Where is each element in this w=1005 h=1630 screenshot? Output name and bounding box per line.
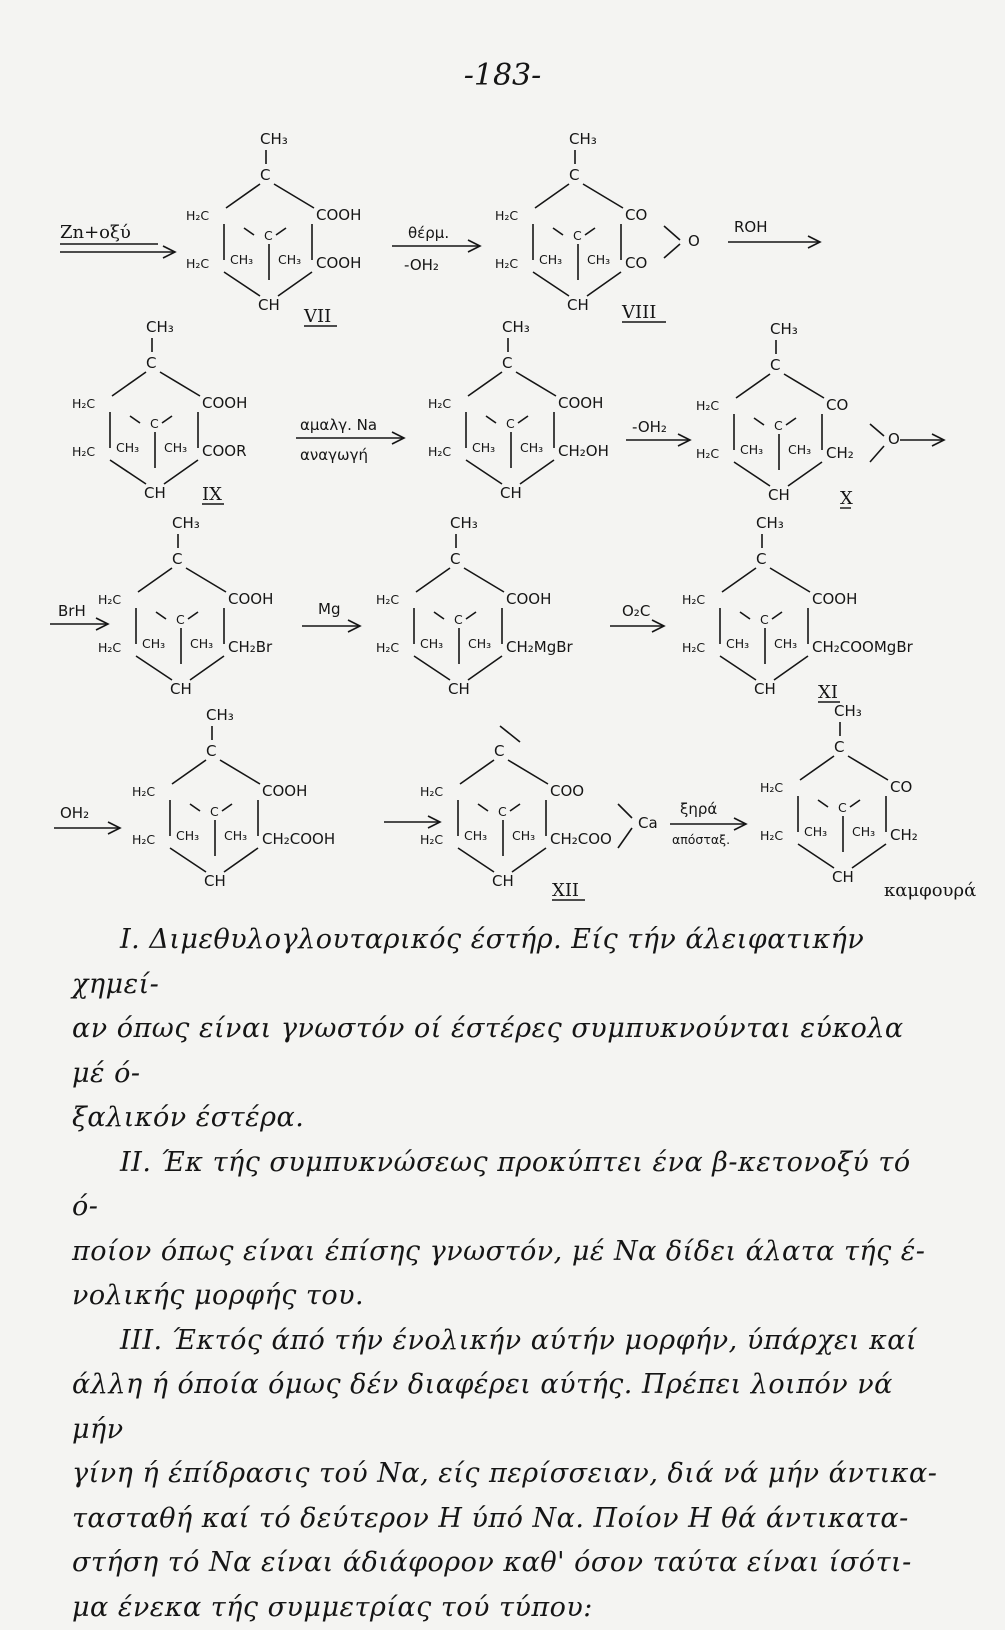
reactions-row1-struct_vii-sub-a: COOH: [316, 206, 361, 224]
reactions-row1-struct_vii-sub-b: COOH: [316, 254, 361, 272]
ca-bond-b: [618, 828, 632, 848]
reagent-water: OH₂: [60, 804, 89, 822]
lactone-o: O: [888, 430, 900, 448]
reactions-row4-struct_camphor-ch3-a: CH₃: [804, 824, 827, 839]
reactions-row3-struct_a-c-label: C: [172, 550, 182, 568]
bond-line: [466, 460, 502, 484]
reactions-row3-struct_b-h2c-b: H₂C: [376, 640, 399, 655]
reactions-row3-struct_a-ch3-b: CH₃: [190, 636, 213, 651]
reactions-row2-struct_mid-h2c-b: H₂C: [428, 444, 451, 459]
reactions-row1-struct_vii-center-c: C: [264, 228, 273, 243]
reactions-row1-struct_viii-roman-label: VIII: [621, 302, 656, 323]
reactions-row2-struct_x-top-label: CH₃: [770, 320, 798, 338]
reactions-row3-struct_a-ch3-a: CH₃: [142, 636, 165, 651]
arrow-label-minus-water: -OH₂: [404, 256, 439, 274]
reactions-row3-struct_a-sub-a: COOH: [228, 590, 273, 608]
reactions-row3-struct_b-h2c-a: H₂C: [376, 592, 399, 607]
reactions-row2-struct_x-ch3-b: CH₃: [788, 442, 811, 457]
reactions-row3-struct_b-ch3-a: CH₃: [420, 636, 443, 651]
bond-line: [112, 372, 146, 396]
arrow-label-distill: απόσταξ.: [672, 832, 730, 847]
reactions-row3-struct_xi-top-label: CH₃: [756, 514, 784, 532]
bond-line: [468, 372, 502, 396]
bond-line: [774, 656, 808, 680]
reactions-row4-struct_a-ch3-a: CH₃: [176, 828, 199, 843]
reactions-row3-struct_a-top-label: CH₃: [172, 514, 200, 532]
paragraph-2-line-3: νολικής μορφής του.: [72, 1274, 942, 1319]
reactions-row4-struct_xii-sub-a: COO: [550, 782, 584, 800]
reactions-row2-struct_ix-sub-a: COOH: [202, 394, 247, 412]
calcium-ca: Ca: [638, 814, 658, 832]
paragraph-3-line-1: ΙΙΙ. Έκτός άπό τήν ένολικήν αύτήν μορφήν, ύπάρχει καί: [72, 1319, 942, 1364]
reactions-row3-struct_a-center-c: C: [176, 612, 185, 627]
reactions-row3-struct_xi-c-label: C: [756, 550, 766, 568]
reactions-row4-struct_a-sub-b: CH₂COOH: [262, 830, 335, 848]
bond-line: [170, 848, 206, 872]
bond-line: [136, 656, 172, 680]
bond-line: [535, 184, 569, 208]
bond-line: [226, 184, 260, 208]
reactions-row2-struct_x-sub-a: CO: [826, 396, 848, 414]
bond-line: [516, 372, 556, 396]
reactions-row4-struct_xii-sub-b: CH₂COO: [550, 830, 612, 848]
reactions-row2-struct_mid-sub-a: COOH: [558, 394, 603, 412]
reactions-row1-struct_viii-sub-b: CO: [625, 254, 647, 272]
arrow-label-dry: ξηρά: [680, 800, 717, 818]
reactions-row1-struct_viii-bottom-ch: CH: [567, 296, 589, 314]
page-number: -183-: [0, 58, 1005, 93]
bond-line: [510, 804, 520, 811]
anhydride-o: O: [688, 232, 700, 250]
reactions-row2-struct_ix-bottom-ch: CH: [144, 484, 166, 502]
reactions-row4-struct_camphor-ch3-b: CH₃: [852, 824, 875, 839]
reactions-row2-struct_mid-sub-b: CH₂OH: [558, 442, 609, 460]
paragraph-3-line-4: τασταθή καί τό δεύτερον Η ύπό Να. Ποίον Η θά άντικατα-: [72, 1497, 942, 1542]
reactions-row3-struct_xi-center-c: C: [760, 612, 769, 627]
reactions-row2-struct_ix-top-label: CH₃: [146, 318, 174, 336]
ca-bond-a: [618, 804, 632, 818]
reactions-row2-struct_ix-h2c-a: H₂C: [72, 396, 95, 411]
lactone-bond-b: [870, 446, 884, 462]
bond-line: [164, 460, 198, 484]
paragraph-1-line-3: ξαλικόν έστέρα.: [72, 1096, 942, 1141]
reactions-row4-struct_camphor-bottom-ch: CH: [832, 868, 854, 886]
bond-line: [754, 418, 764, 425]
reactions-row1-struct_viii-h2c-a: H₂C: [495, 208, 518, 223]
bond-line: [434, 612, 444, 619]
reactions-row1-struct_viii-ch3-b: CH₃: [587, 252, 610, 267]
bond-line: [244, 228, 254, 235]
bond-line: [160, 372, 200, 396]
bond-line: [740, 612, 750, 619]
reactions-row3-struct_b-bottom-ch: CH: [448, 680, 470, 698]
bond-line: [798, 844, 834, 868]
reactions-row1-struct_viii-ch3-a: CH₃: [539, 252, 562, 267]
reactions-row4-struct_camphor-h2c-b: H₂C: [760, 828, 783, 843]
bond-line: [784, 374, 824, 398]
bond-line: [585, 228, 595, 235]
reactions-row1-struct_vii-h2c-a: H₂C: [186, 208, 209, 223]
reactions-row3-struct_b-sub-b: CH₂MgBr: [506, 638, 574, 656]
reactions-row1-struct_viii-sub-a: CO: [625, 206, 647, 224]
bond-line: [458, 848, 494, 872]
reactions-row4-struct_xii-h2c-b: H₂C: [420, 832, 443, 847]
reactions-row2-struct_ix-c-label: C: [146, 354, 156, 372]
xii-top-bond: [500, 726, 520, 742]
reactions-row2-struct_ix-center-c: C: [150, 416, 159, 431]
reactions-row1-struct_vii-bottom-ch: CH: [258, 296, 280, 314]
reactions-row4-struct_camphor-sub-b: CH₂: [890, 826, 918, 844]
bond-line: [224, 848, 258, 872]
bond-line: [278, 272, 312, 296]
arrow-label-roh: ROH: [734, 218, 768, 236]
reactions-row1-struct_vii-h2c-b: H₂C: [186, 256, 209, 271]
bond-line: [220, 760, 260, 784]
reactions-row3-struct_xi-ch3-a: CH₃: [726, 636, 749, 651]
reactions-row2-struct_ix-h2c-b: H₂C: [72, 444, 95, 459]
reactions-row2-struct_x-roman-label: X: [840, 488, 853, 509]
bond-line: [583, 184, 623, 208]
reactions-row4-struct_xii-h2c-a: H₂C: [420, 784, 443, 799]
bond-line: [190, 656, 224, 680]
reactions-row2-struct_mid-c-label: C: [502, 354, 512, 372]
bond-line: [788, 462, 822, 486]
reactions-row4-struct_a-h2c-b: H₂C: [132, 832, 155, 847]
reactions-row3-struct_b-c-label: C: [450, 550, 460, 568]
reactions-row2-struct_ix-roman-label: IX: [202, 484, 222, 505]
reactions-row4-struct_xii-c-label: C: [494, 742, 504, 760]
reactions-row3-struct_xi-h2c-a: H₂C: [682, 592, 705, 607]
bond-line: [460, 760, 494, 784]
bond-line: [416, 568, 450, 592]
paragraph-3-line-6: μα ένεκα τής συμμετρίας τού τύπου:: [72, 1586, 942, 1630]
reactions-row4-struct_a-c-label: C: [206, 742, 216, 760]
bond-line: [852, 844, 886, 868]
reactions-row3-struct_xi-ch3-b: CH₃: [774, 636, 797, 651]
reactions-row2-struct_ix-ch3-b: CH₃: [164, 440, 187, 455]
arrow-label-heat: θέρμ.: [408, 224, 449, 242]
bond-line: [478, 804, 488, 811]
bond-line: [533, 272, 569, 296]
bond-line: [553, 228, 563, 235]
reactions-row2-struct_mid-top-label: CH₃: [502, 318, 530, 336]
reactions-row4-struct_xii-roman-label: XII: [552, 880, 579, 901]
reactions-row2-struct_x-bottom-ch: CH: [768, 486, 790, 504]
reactions-row3-struct_xi-sub-b: CH₂COOMgBr: [812, 638, 914, 656]
bond-line: [587, 272, 621, 296]
bond-line: [734, 462, 770, 486]
reactions-row4-struct_a-bottom-ch: CH: [204, 872, 226, 890]
reactions-row3-struct_xi-roman-label: XI: [818, 682, 838, 703]
bond-line: [156, 612, 166, 619]
reactions-row4-struct_xii-bottom-ch: CH: [492, 872, 514, 890]
reactions-row4-struct_a-sub-a: COOH: [262, 782, 307, 800]
reactions-row4-struct_a-center-c: C: [210, 804, 219, 819]
bond-line: [464, 568, 504, 592]
reactions-row3-struct_xi-bottom-ch: CH: [754, 680, 776, 698]
bond-line: [130, 416, 140, 423]
reactions-row2-struct_ix-ch3-a: CH₃: [116, 440, 139, 455]
camphor-name: καμφουρά: [884, 880, 976, 901]
bond-line: [190, 804, 200, 811]
bond-line: [770, 568, 810, 592]
bond-line: [224, 272, 260, 296]
reactions-row4-struct_xii-ch3-a: CH₃: [464, 828, 487, 843]
reactions-row1-struct_vii-top-label: CH₃: [260, 130, 288, 148]
reactions-row3-struct_b-sub-a: COOH: [506, 590, 551, 608]
reactions-row4-struct_camphor-h2c-a: H₂C: [760, 780, 783, 795]
reactions-row3-struct_a-h2c-b: H₂C: [98, 640, 121, 655]
reactions-row2-struct_x-h2c-b: H₂C: [696, 446, 719, 461]
reactions-row1-struct_viii-h2c-b: H₂C: [495, 256, 518, 271]
reactions-row2-struct_mid-ch3-b: CH₃: [520, 440, 543, 455]
reactions-row2-struct_x-sub-b: CH₂: [826, 444, 854, 462]
paragraph-1-line-2: αν όπως είναι γνωστόν οί έστέρες συμπυκνούνται εύκολα μέ ό-: [72, 1007, 942, 1096]
bond-line: [414, 656, 450, 680]
reactions-row3-struct_a-h2c-a: H₂C: [98, 592, 121, 607]
reactions-row1-struct_vii-ch3-b: CH₃: [278, 252, 301, 267]
reactions-row3-struct_b-top-label: CH₃: [450, 514, 478, 532]
reactions-row3-struct_xi-sub-a: COOH: [812, 590, 857, 608]
reactions-row2-struct_mid-h2c-a: H₂C: [428, 396, 451, 411]
reagent-zn-acid: Zn+οξύ: [60, 222, 131, 243]
reactions-row4-struct_xii-center-c: C: [498, 804, 507, 819]
bond-line: [520, 460, 554, 484]
bond-line: [186, 568, 226, 592]
reactions-row1-struct_viii-top-label: CH₃: [569, 130, 597, 148]
bond-line: [518, 416, 528, 423]
bond-line: [188, 612, 198, 619]
body-text: [72, 918, 942, 1630]
reactions-row4-struct_xii-ch3-b: CH₃: [512, 828, 535, 843]
reactions-row2-struct_x-center-c: C: [774, 418, 783, 433]
bond-line: [850, 800, 860, 807]
reactions-row3-struct_xi-h2c-b: H₂C: [682, 640, 705, 655]
bond-line: [138, 568, 172, 592]
arrow-label-amalgam: αμαλγ. Na: [300, 416, 377, 434]
bond-line: [162, 416, 172, 423]
bond-line: [786, 418, 796, 425]
reactions-row4-struct_a-top-label: CH₃: [206, 706, 234, 724]
bond-line: [508, 760, 548, 784]
anhydride-bond-b: [664, 244, 680, 258]
arrow-label-co2: O₂C: [622, 602, 650, 620]
bond-line: [722, 568, 756, 592]
reactions-row2-struct_ix-sub-b: COOR: [202, 442, 247, 460]
reactions-row1-struct_vii-c-label: C: [260, 166, 270, 184]
bond-line: [276, 228, 286, 235]
reactions-row2-struct_mid-ch3-a: CH₃: [472, 440, 495, 455]
reactions-row3-struct_a-sub-b: CH₂Br: [228, 638, 273, 656]
bond-line: [172, 760, 206, 784]
reactions-row1-struct_viii-center-c: C: [573, 228, 582, 243]
reactions-row1-struct_viii-c-label: C: [569, 166, 579, 184]
reactions-row1-struct_vii-ch3-a: CH₃: [230, 252, 253, 267]
reactions-row3-struct_b-ch3-b: CH₃: [468, 636, 491, 651]
reactions-row4-struct_camphor-top-label: CH₃: [834, 702, 862, 720]
reactions-row4-struct_a-h2c-a: H₂C: [132, 784, 155, 799]
paragraph-3-line-5: στήση τό Να είναι άδιάφορον καθ' όσον ταύτα είναι ίσότι-: [72, 1541, 942, 1586]
reactions-row4-struct_camphor-center-c: C: [838, 800, 847, 815]
arrow-label-reduction: αναγωγή: [300, 446, 368, 464]
reactions-row2-struct_mid-center-c: C: [506, 416, 515, 431]
arrow-label-mg: Mg: [318, 600, 340, 618]
arrow-label-minus-water-2: -OH₂: [632, 418, 667, 436]
bond-line: [222, 804, 232, 811]
bond-line: [818, 800, 828, 807]
bond-line: [848, 756, 888, 780]
paragraph-3-line-2: άλλη ή όποία όμως δέν διαφέρει αύτής. Πρέπει λοιπόν νά μήν: [72, 1363, 942, 1452]
reactions-row1-struct_vii-roman-label: VII: [303, 306, 331, 327]
bond-line: [772, 612, 782, 619]
paragraph-2-line-2: ποίον όπως είναι έπίσης γνωστόν, μέ Να δίδει άλατα τής έ-: [72, 1230, 942, 1275]
reactions-row2-struct_x-h2c-a: H₂C: [696, 398, 719, 413]
bond-line: [466, 612, 476, 619]
bond-line: [512, 848, 546, 872]
reactions-row4-struct_camphor-sub-a: CO: [890, 778, 912, 796]
paragraph-2-line-1: ΙΙ. Έκ τής συμπυκνώσεως προκύπτει ένα β-κετονοξύ τό ό-: [72, 1141, 942, 1230]
bond-line: [468, 656, 502, 680]
paragraph-1-line-1: Ι. Διμεθυλογλουταρικός έστήρ. Είς τήν άλειφατικήν χημεί-: [72, 918, 942, 1007]
lactone-bond-a: [870, 424, 884, 436]
bond-line: [736, 374, 770, 398]
reactions-row2-struct_x-ch3-a: CH₃: [740, 442, 763, 457]
paragraph-3-line-3: γίνη ή έπίδρασις τού Να, είς περίσσειαν, διά νά μήν άντικα-: [72, 1452, 942, 1497]
bond-line: [486, 416, 496, 423]
reactions-row4-struct_a-ch3-b: CH₃: [224, 828, 247, 843]
bond-line: [274, 184, 314, 208]
reactions-row3-struct_a-bottom-ch: CH: [170, 680, 192, 698]
reagent-hbr: BrH: [58, 602, 86, 620]
bond-line: [720, 656, 756, 680]
bond-line: [110, 460, 146, 484]
reactions-row2-struct_x-c-label: C: [770, 356, 780, 374]
reactions-row3-struct_b-center-c: C: [454, 612, 463, 627]
reactions-row4-struct_camphor-c-label: C: [834, 738, 844, 756]
reactions-row2-struct_mid-bottom-ch: CH: [500, 484, 522, 502]
anhydride-bond-a: [664, 226, 680, 240]
bond-line: [800, 756, 834, 780]
